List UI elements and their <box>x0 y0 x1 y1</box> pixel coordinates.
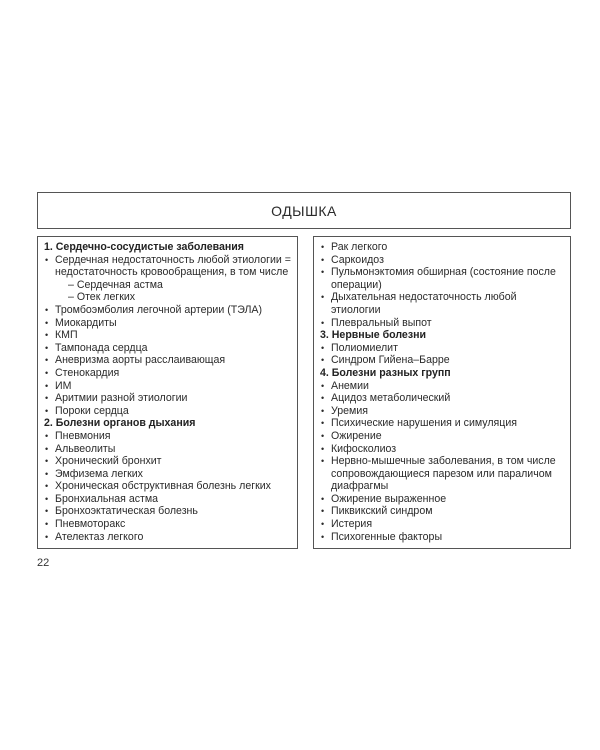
list-item: • Тромбоэмболия легочной артерии (ТЭЛА) <box>44 304 291 317</box>
list-item: • Кифосколиоз <box>320 443 564 456</box>
list-item: • Аритмии разной этиологии <box>44 392 291 405</box>
list-item: • Психогенные факторы <box>320 531 564 544</box>
right-list <box>320 241 564 543</box>
list-item: • Пневмоторакс <box>44 518 291 531</box>
list-item: • Стенокардия <box>44 367 291 380</box>
list-item: • Истерия <box>320 518 564 531</box>
list-item: • Ателектаз легкого <box>44 531 291 544</box>
list-item: • ИМ <box>44 380 291 393</box>
list-item: • Бронхоэктатическая болезнь <box>44 505 291 518</box>
list-item: • Плевральный выпот <box>320 317 564 330</box>
list-item: • Саркоидоз <box>320 254 564 267</box>
list-item-continuation: диафрагмы <box>331 480 389 493</box>
list-item: • Психические нарушения и симуляция <box>320 417 564 430</box>
list-item: • Эмфизема легких <box>44 468 291 481</box>
list-item: • Хроническая обструктивная болезнь легких <box>44 480 291 493</box>
list-item: • Альвеолиты <box>44 443 291 456</box>
list-item: • Бронхиальная астма <box>44 493 291 506</box>
list-item: • Ожирение <box>320 430 564 443</box>
sub-list-item: – Отек легких <box>68 291 136 304</box>
list-item-continuation: недостаточность кровообращения, в том числе <box>55 266 289 279</box>
list-item: • Уремия <box>320 405 564 418</box>
list-item: • Миокардиты <box>44 317 291 330</box>
list-item: • Дыхательная недостаточность любой этиологии <box>320 291 564 316</box>
left-list <box>44 241 291 543</box>
list-item: • Анемии <box>320 380 564 393</box>
list-item: • Ацидоз метаболический <box>320 392 564 405</box>
section-heading: 4. Болезни разных групп <box>320 366 451 379</box>
page-number: 22 <box>37 557 50 569</box>
page-title: ОДЫШКА <box>271 202 337 219</box>
right-column <box>313 236 571 549</box>
list-item: • Ожирение выраженное <box>320 493 564 506</box>
list-item: • Пульмонэктомия обширная (состояние после <box>320 266 564 279</box>
section-heading: 2. Болезни органов дыхания <box>44 417 196 430</box>
title-box <box>37 192 571 229</box>
list-item: • Сердечная недостаточность любой этиологии = <box>44 254 291 267</box>
section-heading: 1. Сердечно-сосудистые заболевания <box>44 241 244 253</box>
list-item: • Синдром Гийена–Барре <box>320 354 564 367</box>
list-item: • Полиомиелит <box>320 342 564 355</box>
list-item-continuation: операции) <box>331 278 382 291</box>
left-column <box>37 236 298 549</box>
list-item: • Пиквикский синдром <box>320 505 564 518</box>
list-item: • Тампонада сердца <box>44 342 291 355</box>
list-item: • Нервно-мышечные заболевания, в том числе <box>320 455 564 468</box>
sub-list-item: – Сердечная астма <box>68 278 163 291</box>
list-item: • Пороки сердца <box>44 405 291 418</box>
list-item: • Рак легкого <box>320 241 564 254</box>
section-heading: 3. Нервные болезни <box>320 329 426 342</box>
list-item: • Аневризма аорты расслаивающая <box>44 354 291 367</box>
list-item-continuation: сопровождающиеся парезом или параличом <box>331 467 552 480</box>
list-item: • КМП <box>44 329 291 342</box>
list-item: • Хронический бронхит <box>44 455 291 468</box>
list-item: • Пневмония <box>44 430 291 443</box>
